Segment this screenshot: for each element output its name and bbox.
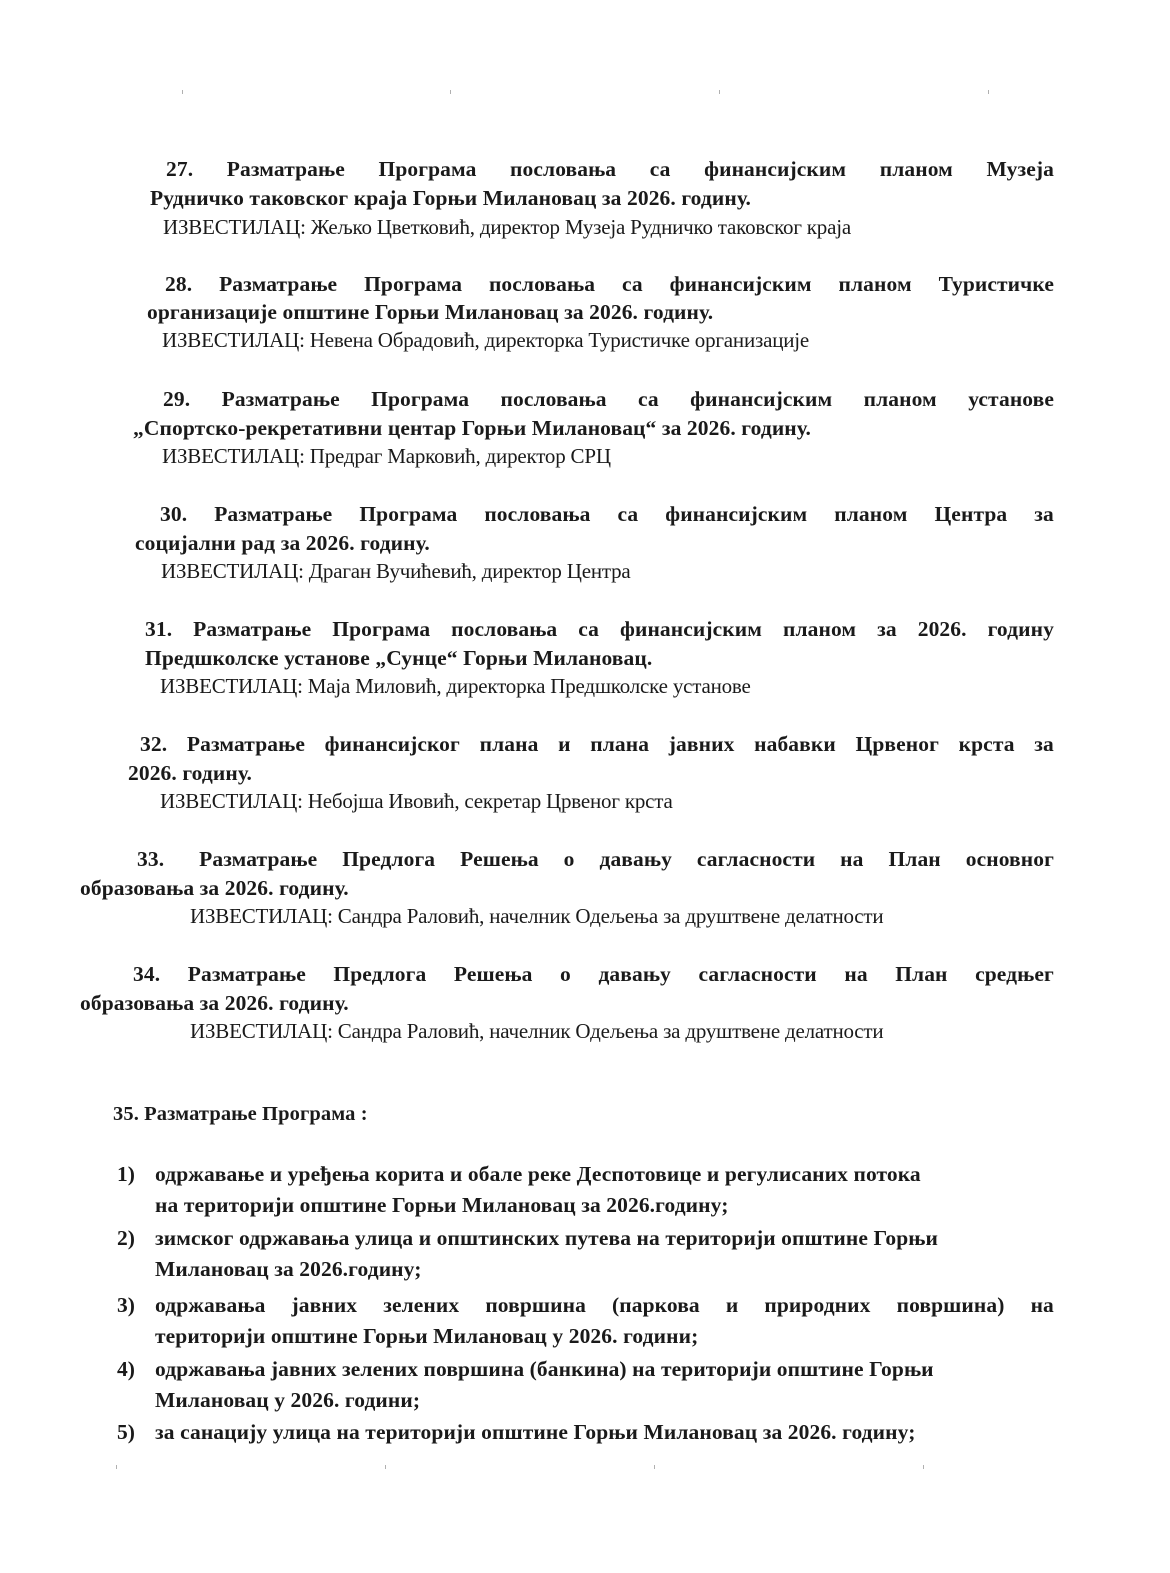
sub-item-marker: 4) [117,1357,135,1381]
item-title-line1: 29. Разматрање Програма пословања са финансијским планом установе [163,387,1054,411]
scan-mark [385,1465,386,1469]
item-title-line1: 34. Разматрање Предлога Решења о давању сагласности на План средњег [133,962,1054,986]
sub-item-line2: територији општине Горњи Милановац у 2026. години; [155,1324,699,1348]
sub-item-line2: на територији општине Горњи Милановац за 2026.годину; [155,1193,729,1217]
sub-item-line1: одржавање и уређења корита и обале реке Деспотовице и регулисаних потока [155,1162,921,1186]
scan-mark [654,1465,655,1469]
item-number: 30. [160,502,188,526]
item-title-line2: „Спортско-рекретативни центар Горњи Милановац“ за 2026. годину. [133,416,811,440]
sub-item-marker: 5) [117,1420,135,1444]
item-35-heading: 35. Разматрање Програма : [113,1103,368,1125]
scan-mark [182,90,183,94]
item-number: 34. [133,962,161,986]
scan-mark [450,90,451,94]
item-number: 31. [145,617,173,641]
item-reporter: ИЗВЕСТИЛАЦ: Жељко Цветковић, директор Музеја Рудничко таковског краја [163,215,851,239]
sub-item-line1: одржавања јавних зелених површина (паркова и природних површина) на [155,1293,1054,1317]
item-title-line2: Рудничко таковског краја Горњи Милановац за 2026. годину. [150,186,752,210]
item-reporter: ИЗВЕСТИЛАЦ: Сандра Раловић, начелник Одељења за друштвене делатности [190,904,884,928]
item-reporter: ИЗВЕСТИЛАЦ: Невена Обрадовић, директорка Туристичке организације [162,328,810,352]
scan-mark [116,1465,117,1469]
sub-item-marker: 1) [117,1162,135,1186]
item-title-line1: 28. Разматрање Програма пословања са финансијским планом Туристичке [165,272,1054,296]
item-reporter: ИЗВЕСТИЛАЦ: Сандра Раловић, начелник Одељења за друштвене делатности [190,1019,884,1043]
sub-item-line2: Милановац у 2026. години; [155,1388,421,1412]
item-number: 29. [163,387,191,411]
item-title-line2: образовања за 2026. годину. [80,876,349,900]
item-reporter: ИЗВЕСТИЛАЦ: Предраг Марковић, директор СРЦ [162,444,611,468]
item-title-line1: 27. Разматрање Програма пословања са финансијским планом Музеја [166,157,1054,181]
item-number: 33. [137,847,165,871]
sub-item-marker: 2) [117,1226,135,1250]
item-title-line2: 2026. годину. [128,761,253,785]
item-title-line2: образовања за 2026. годину. [80,991,349,1015]
item-reporter: ИЗВЕСТИЛАЦ: Небојша Ивовић, секретар Црвеног крста [160,789,673,813]
sub-item-line1: одржавања јавних зелених површина (банкина) на територији општине Горњи [155,1357,934,1381]
item-title-line2: социјални рад за 2026. годину. [135,531,430,555]
sub-item-line1: за санацију улица на територији општине Горњи Милановац за 2026. годину; [155,1420,916,1444]
sub-item-line1: зимског одржавања улица и општинских путева на територији општине Горњи [155,1226,939,1250]
scan-mark [923,1465,924,1469]
sub-item-line2: Милановац за 2026.годину; [155,1257,422,1281]
scan-mark [719,90,720,94]
sub-item-marker: 3) [117,1293,135,1317]
item-reporter: ИЗВЕСТИЛАЦ: Маја Миловић, директорка Предшколске установе [160,674,751,698]
item-title-line1: 30. Разматрање Програма пословања са финансијским планом Центра за [160,502,1054,526]
item-title-line2: организације општине Горњи Милановац за 2026. годину. [147,300,714,324]
item-title-line1: 31. Разматрање Програма пословања са финансијским планом за 2026. годину [145,617,1054,641]
item-title-line1: 33. Разматрање Предлога Решења о давању сагласности на План основног [137,847,1054,871]
scan-mark [988,90,989,94]
item-number: 28. [165,272,193,296]
item-title-line2: Предшколске установе „Сунце“ Горњи Милановац. [145,646,653,670]
item-number: 32. [140,732,168,756]
item-reporter: ИЗВЕСТИЛАЦ: Драган Вучићевић, директор Центра [161,559,631,583]
item-number: 27. [166,157,194,181]
item-title-line1: 32. Разматрање финансијског плана и плана јавних набавки Црвеног крста за [140,732,1054,756]
